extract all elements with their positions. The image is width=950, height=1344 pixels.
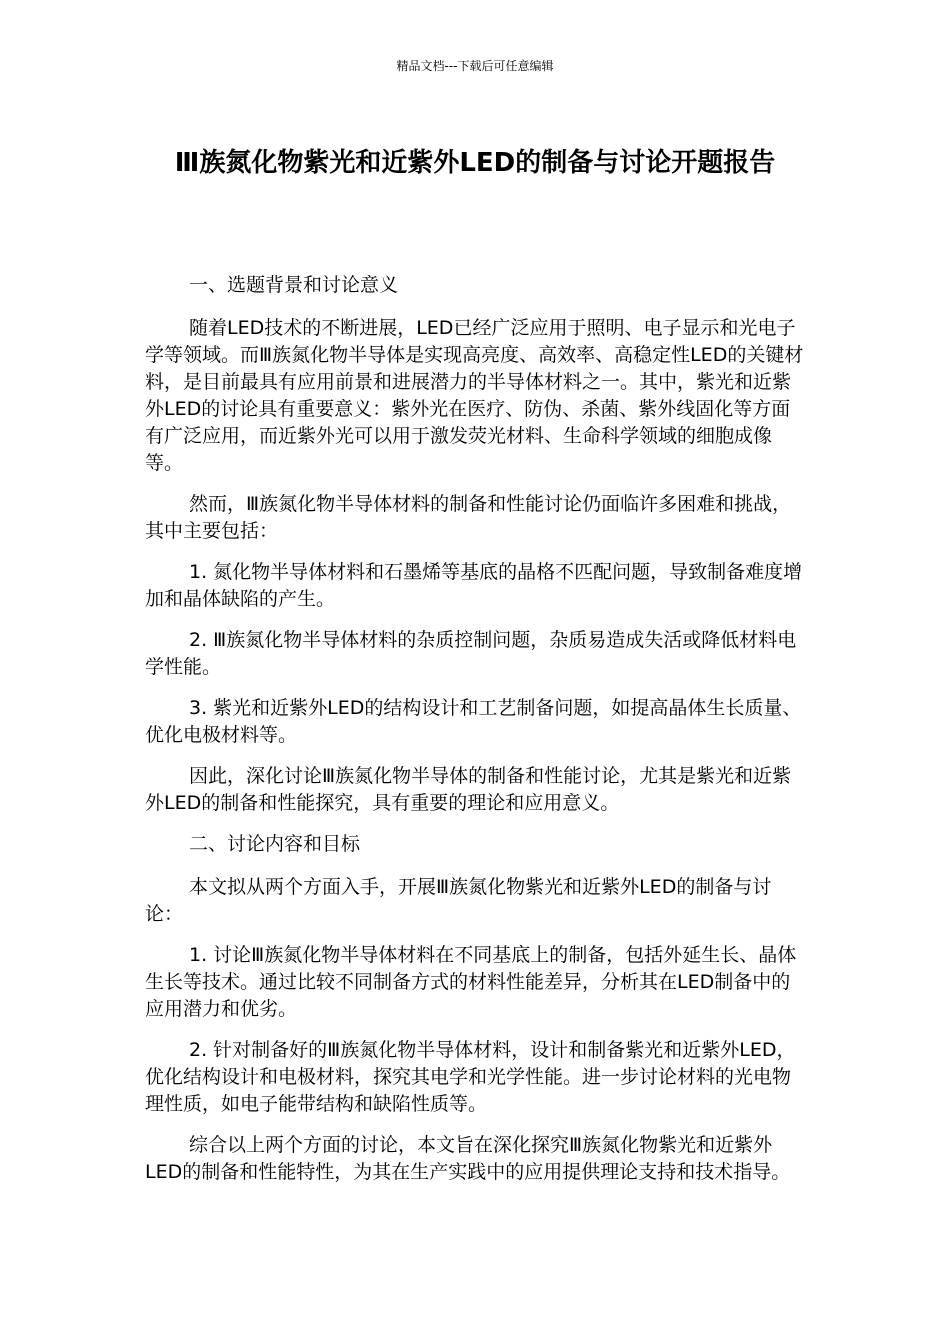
list-item-approach-1: 1. 讨论Ⅲ族氮化物半导体材料在不同基底上的制备，包括外延生长、晶体生长等技术。通过比较不同制备方式的材料性能差异，分析其在LED制备中的应用潜力和优劣。 [145,944,797,1020]
document-body [145,272,807,1200]
section-heading-content-goals: 二、讨论内容和目标 [189,833,361,855]
paragraph-background-intro: 随着LED技术的不断进展，LED已经广泛应用于照明、电子显示和光电子学等领域。而Ⅲ族氮化物半导体是实现高亮度、高效率、高稳定性LED的关键材料，是目前最具有应用前景和进展潜力的半导体材料之一。其中，紫光和近紫外LED的讨论具有重要意义：紫外光在医疗、防伪、杀菌、紫外线固化等方面有广泛应用，而近紫外光可以用于激发荧光材料、生命科学领域的细胞成像等。 [145,317,804,474]
list-item-approach-2: 2. 针对制备好的Ⅲ族氮化物半导体材料，设计和制备紫光和近紫外LED，优化结构设计和电极材料，探究其电学和光学性能。进一步讨论材料的光电物理性质，如电子能带结构和缺陷性质等。 [145,1039,796,1115]
document-title: Ⅲ族氮化物紫光和近紫外LED的制备与讨论开题报告 [174,148,776,178]
paragraph-significance: 因此，深化讨论Ⅲ族氮化物半导体的制备和性能讨论，尤其是紫光和近紫外LED的制备和性能探究，具有重要的理论和应用意义。 [145,765,792,814]
section-heading-background: 一、选题背景和讨论意义 [189,274,399,296]
paragraph-approach-intro: 本文拟从两个方面入手，开展Ⅲ族氮化物紫光和近紫外LED的制备与讨论： [145,876,772,925]
list-item-challenge-1: 1. 氮化物半导体材料和石墨烯等基底的晶格不匹配问题，导致制备难度增加和晶体缺陷的产生。 [145,561,803,610]
paragraph-challenges-intro: 然而，Ⅲ族氮化物半导体材料的制备和性能讨论仍面临许多困难和挑战，其中主要包括： [145,493,792,542]
list-item-challenge-3: 3. 紫光和近紫外LED的结构设计和工艺制备问题，如提高晶体生长质量、优化电极材料等。 [145,697,802,746]
paragraph-conclusion: 综合以上两个方面的讨论，本文旨在深化探究Ⅲ族氮化物紫光和近紫外LED的制备和性能特性，为其在生产实践中的应用提供理论支持和技术指导。 [145,1134,791,1183]
list-item-challenge-2: 2. Ⅲ族氮化物半导体材料的杂质控制问题，杂质易造成失活或降低材料电学性能。 [145,629,797,678]
header-note: 精品文档---下载后可任意编辑 [396,59,554,73]
